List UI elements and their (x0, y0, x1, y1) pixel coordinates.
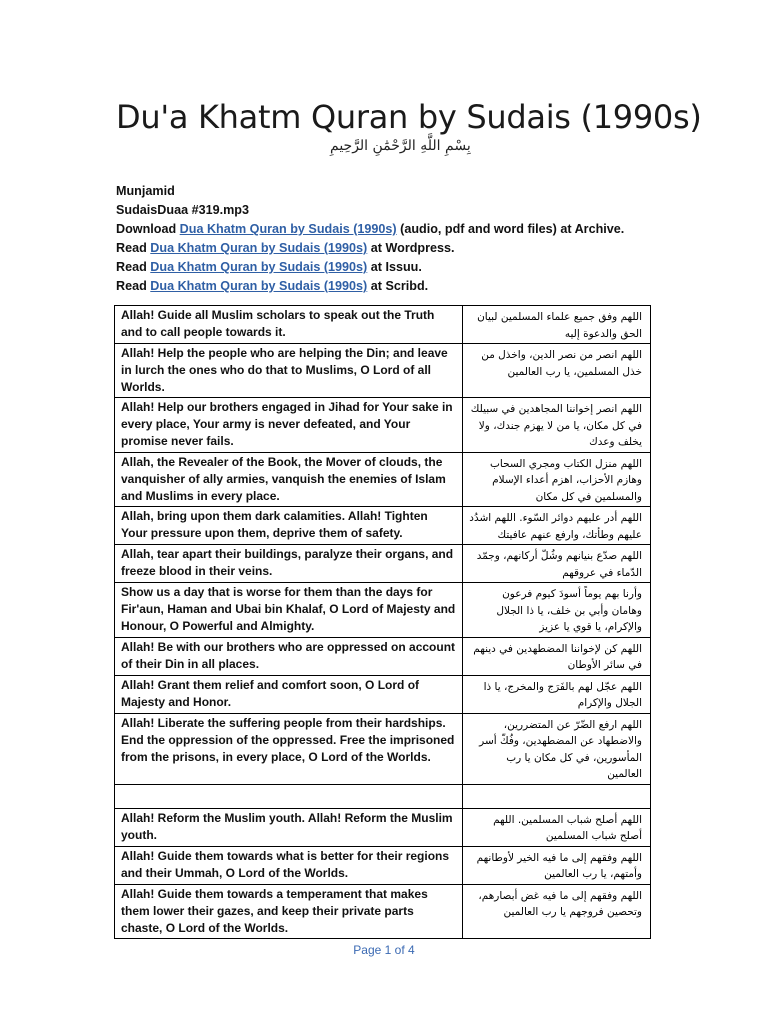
filename-line: SudaisDuaa #319.mp3 (116, 203, 249, 217)
wordpress-link[interactable]: Dua Khatm Quran by Sudais (1990s) (150, 241, 368, 255)
table-row (115, 884, 651, 938)
arabic-cell: اللهم أدر عليهم دوائر السّوء. اللهم اشدُد عليهم وطأتك، وارفع عنهم عافيتك (463, 507, 651, 545)
page-number: Page 1 of 4 (353, 943, 415, 957)
table-row (115, 846, 651, 884)
table-row (115, 713, 651, 784)
english-cell: Allah! Be with our brothers who are oppressed on account of their Din in all places. (115, 637, 463, 675)
english-cell: Allah! Help the people who are helping the Din; and leave in lurch the ones who do that to Muslims, O Lord of all Worlds. (115, 344, 463, 398)
arabic-cell: وأرنا بهم يوماً أسودَ كيوم فرعون وهامان وأبي بن خلف، يا ذا الجلال والإكرام، يا قوي يا عزيز (463, 583, 651, 638)
arabic-cell: اللهم وفقهم إلى ما فيه غض أبصارهم، وتحصين فروجهم يا رب العالمين (463, 884, 651, 938)
table-row (115, 452, 651, 507)
table-row (115, 344, 651, 398)
archive-link[interactable]: Dua Khatm Quran by Sudais (1990s) (179, 222, 397, 236)
table-row (115, 637, 651, 675)
english-cell: Allah! Guide them towards a temperament that makes them lower their gazes, and keep their private parts chaste, O Lord of the Worlds. (115, 884, 463, 938)
table-row (115, 306, 651, 344)
arabic-cell: اللهم صدّع بنيانهم وشُلّ أركانهم، وجمّد الدّماء في عروقهم (463, 545, 651, 583)
issuu-link[interactable]: Dua Khatm Quran by Sudais (1990s) (150, 260, 368, 274)
table-row (115, 545, 651, 583)
download-link-line: Download Dua Khatm Quran by Sudais (1990s) (audio, pdf and word files) at Archive. (116, 222, 625, 236)
table-row (115, 675, 651, 713)
english-cell (115, 784, 463, 808)
english-cell: Allah! Help our brothers engaged in Jihad for Your sake in every place, Your army is never defeated, and Your promise never fails. (115, 398, 463, 453)
arabic-cell: اللهم عجّل لهم بالفَرَج والمخرج، يا ذا الجلال والإكرام (463, 675, 651, 713)
arabic-cell: اللهم أصلح شباب المسلمين. اللهم أصلح شباب المسلمين (463, 808, 651, 846)
english-cell: Allah! Liberate the suffering people from their hardships. End the oppression of the oppressed. Free the imprisoned from the prisons, in every place, O Lord of the Worlds. (115, 713, 463, 784)
table-row (115, 398, 651, 453)
arabic-cell: اللهم انصر إخواننا المجاهدين في سبيلك في كل مكان، يا من لا يهزم جندك، ولا يخلف وعدك (463, 398, 651, 453)
table-row (115, 784, 651, 808)
english-cell: Allah, bring upon them dark calamities. Allah! Tighten Your pressure upon them, deprive them of safety. (115, 507, 463, 545)
english-cell: Show us a day that is worse for them than the days for Fir'aun, Haman and Ubai bin Khalaf, O Lord of Majesty and Honour, O Powerful and Almighty. (115, 583, 463, 638)
english-cell: Allah! Guide all Muslim scholars to speak out the Truth and to call people towards it. (115, 306, 463, 344)
english-cell: Allah! Reform the Muslim youth. Allah! Reform the Muslim youth. (115, 808, 463, 846)
scribd-link[interactable]: Dua Khatm Quran by Sudais (1990s) (150, 279, 368, 293)
arabic-cell: اللهم انصر من نصر الدين، واخذل من خذل المسلمين، يا رب العالمين (463, 344, 651, 398)
english-cell: Allah, tear apart their buildings, paralyze their organs, and freeze blood in their veins. (115, 545, 463, 583)
arabic-cell: اللهم وفقهم إلى ما فيه الخير لأوطانهم وأمتهم، يا رب العالمين (463, 846, 651, 884)
english-cell: Allah! Guide them towards what is better for their regions and their Ummah, O Lord of the Worlds. (115, 846, 463, 884)
issuu-link-line: Read Dua Khatm Quran by Sudais (1990s) at Issuu. (116, 260, 422, 274)
arabic-cell: اللهم وفق جميع علماء المسلمين لبيان الحق والدعوة إليه (463, 306, 651, 344)
table-row (115, 808, 651, 846)
arabic-cell: اللهم كن لإخواننا المضطهدين في دينهم في سائر الأوطان (463, 637, 651, 675)
english-cell: Allah, the Revealer of the Book, the Mover of clouds, the vanquisher of ally armies, vanquish the enemies of Islam and Muslims in every place. (115, 452, 463, 507)
english-cell: Allah! Grant them relief and comfort soon, O Lord of Majesty and Honor. (115, 675, 463, 713)
scribd-link-line: Read Dua Khatm Quran by Sudais (1990s) at Scribd. (116, 279, 429, 293)
table-row (115, 507, 651, 545)
table-row (115, 583, 651, 638)
arabic-cell: اللهم منزل الكتاب ومجري السحاب وهازم الأحزاب، اهزم أعداء الإسلام والمسلمين في كل مكان (463, 452, 651, 507)
document-title: Du'a Khatm Quran by Sudais (1990s) (116, 98, 702, 136)
author-line: Munjamid (116, 184, 175, 198)
document-meta (116, 182, 624, 296)
basmala-calligraphy: بِسْمِ اللَّهِ الرَّحْمَٰنِ الرَّحِيمِ (330, 138, 471, 154)
wordpress-link-line: Read Dua Khatm Quran by Sudais (1990s) at Wordpress. (116, 241, 455, 255)
arabic-cell: اللهم ارفع الضّرّ عن المتضررين، والاضطهاد عن المضطهدين، وفُكّ أسر المأسورين، في كل مكان يا رب العالمين (463, 713, 651, 784)
arabic-cell (463, 784, 651, 808)
dua-table (114, 305, 651, 939)
